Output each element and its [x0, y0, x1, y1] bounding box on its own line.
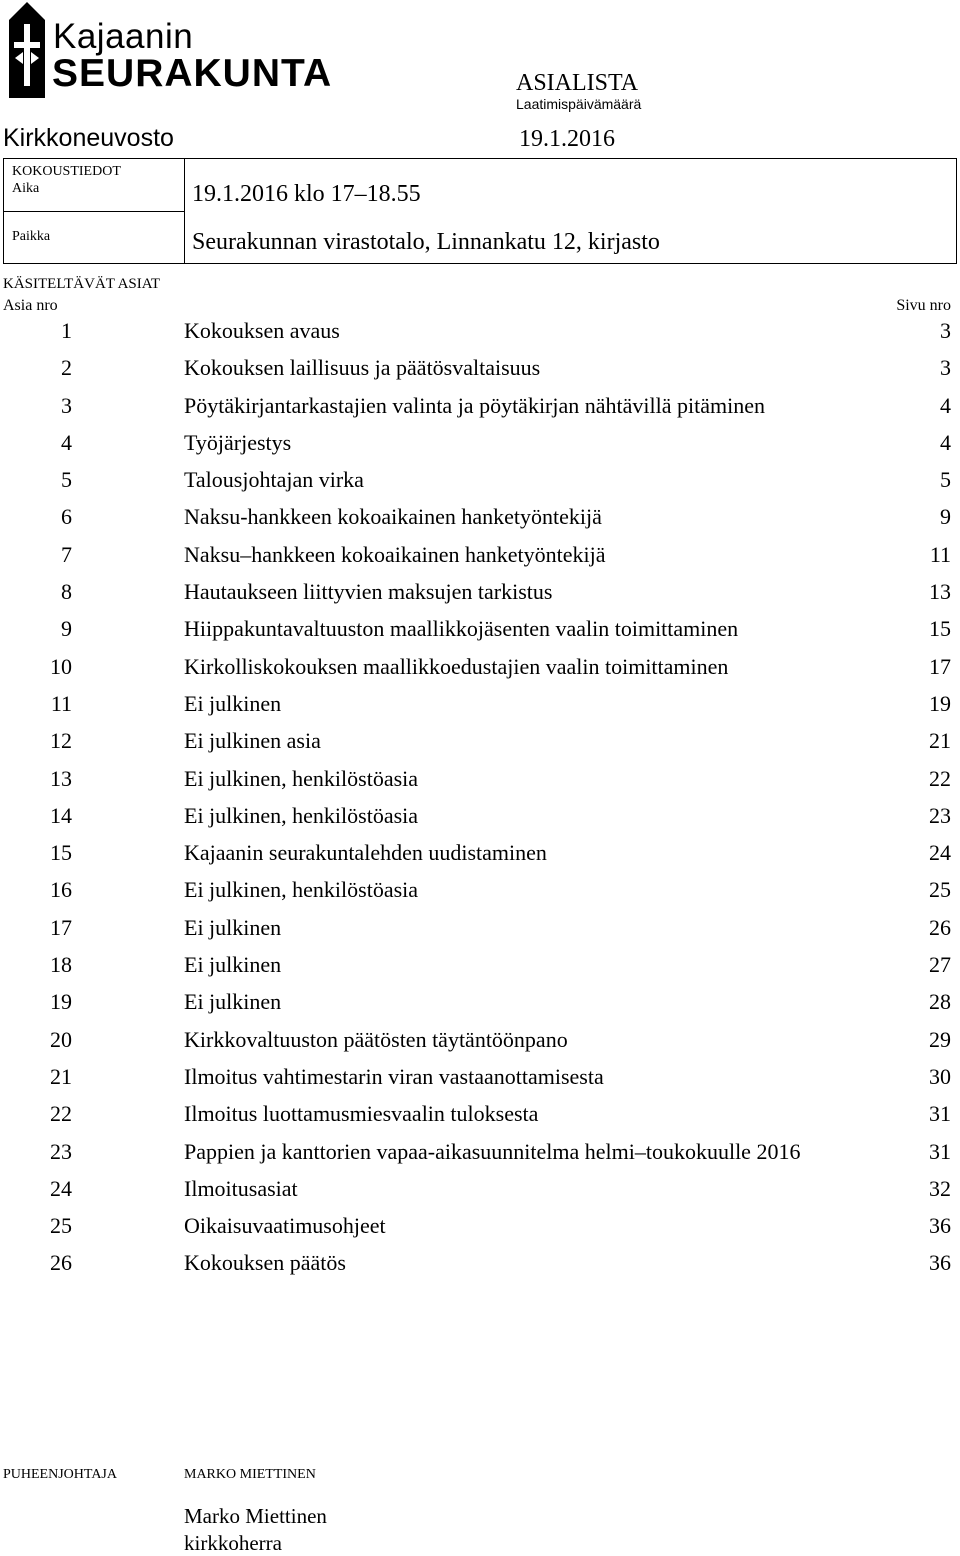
agenda-item-number: 17	[50, 914, 72, 940]
agenda-item-number: 22	[50, 1101, 72, 1127]
agenda-item-number: 25	[50, 1213, 72, 1239]
agenda-item-number: 7	[61, 541, 72, 567]
meeting-place-label: Paikka	[12, 229, 51, 244]
meeting-section-label: KOKOUSTIEDOT	[12, 164, 121, 179]
agenda-item-title: Ilmoitus luottamusmiesvaalin tuloksesta	[184, 1101, 539, 1127]
agenda-column-item: Asia nro	[3, 297, 58, 314]
agenda-item-page: 36	[929, 1213, 951, 1239]
agenda-list	[0, 312, 960, 1282]
agenda-item-number: 8	[61, 579, 72, 605]
organization-logo	[3, 2, 333, 102]
agenda-item-title: Ei julkinen	[184, 914, 282, 940]
agenda-item-number: 26	[50, 1250, 72, 1276]
agenda-item-page: 4	[940, 392, 951, 418]
agenda-item-title: Kokouksen laillisuus ja päätösvaltaisuus	[184, 355, 541, 381]
agenda-item-title: Ei julkinen asia	[184, 728, 321, 754]
agenda-item	[0, 610, 960, 647]
agenda-item-number: 13	[50, 765, 72, 791]
agenda-item-title: Kirkolliskokouksen maallikkoedustajien vaalin toimittaminen	[184, 653, 729, 679]
agenda-item-number: 3	[61, 392, 72, 418]
meeting-time-label: Aika	[12, 181, 40, 196]
agenda-item-title: Hiippakuntavaltuuston maallikkojäsenten vaalin toimittaminen	[184, 616, 739, 642]
agenda-item-number: 23	[50, 1138, 72, 1164]
logo-name: Kajaanin	[53, 17, 194, 56]
agenda-item-number: 18	[50, 952, 72, 978]
agenda-item	[0, 498, 960, 535]
agenda-item-number: 11	[50, 690, 72, 716]
agenda-item-title: Kokouksen avaus	[184, 318, 340, 343]
agenda-item-page: 26	[929, 914, 951, 940]
agenda-item-page: 25	[929, 877, 951, 903]
agenda-column-page: Sivu nro	[896, 297, 951, 314]
signature-name-caps: MARKO MIETTINEN	[184, 1467, 316, 1482]
agenda-item-number: 2	[61, 355, 72, 381]
date-label: Laatimispäivämäärä	[516, 96, 642, 112]
agenda-item-page: 36	[929, 1250, 951, 1276]
agenda-item	[0, 983, 960, 1020]
agenda-item	[0, 909, 960, 946]
signature-name: Marko Miettinen	[184, 1504, 327, 1528]
agenda-item-title: Ei julkinen	[184, 989, 282, 1015]
agenda-item-title: Ilmoitusasiat	[184, 1175, 298, 1201]
agenda-item-page: 31	[929, 1138, 951, 1164]
agenda-item	[0, 1133, 960, 1170]
logo-organization: SEURAKUNTA	[52, 52, 333, 95]
agenda-item-title: Talousjohtajan virka	[184, 467, 364, 493]
column-divider	[184, 159, 185, 263]
agenda-item-page: 23	[929, 802, 951, 828]
agenda-item-page: 3	[940, 318, 951, 343]
agenda-item-title: Hautaukseen liittyvien maksujen tarkistus	[184, 579, 553, 605]
agenda-item-page: 22	[929, 765, 951, 791]
agenda-item-page: 28	[929, 989, 951, 1015]
agenda-item	[0, 349, 960, 386]
agenda-item	[0, 1207, 960, 1244]
agenda-item-number: 21	[50, 1063, 72, 1089]
agenda-item-number: 12	[50, 728, 72, 754]
agenda-item-title: Työjärjestys	[184, 429, 292, 455]
agenda-item	[0, 834, 960, 871]
agenda-item	[0, 760, 960, 797]
agenda-item-title: Oikaisuvaatimusohjeet	[184, 1213, 386, 1239]
agenda-item	[0, 1058, 960, 1095]
agenda-item	[0, 387, 960, 424]
meeting-info-box	[3, 158, 957, 264]
agenda-item-page: 27	[929, 952, 951, 978]
agenda-item-page: 30	[929, 1063, 951, 1089]
agenda-item-page: 17	[929, 653, 951, 679]
agenda-item-page: 29	[929, 1026, 951, 1052]
signature-title: kirkkoherra	[184, 1531, 282, 1555]
agenda-item-title: Ei julkinen, henkilöstöasia	[184, 765, 419, 791]
agenda-item-number: 10	[50, 653, 72, 679]
agenda-item-number: 9	[61, 616, 72, 642]
agenda-item-page: 19	[929, 690, 951, 716]
agenda-item-title: Naksu–hankkeen kokoaikainen hanketyöntekijä	[184, 541, 606, 567]
document-date: 19.1.2016	[519, 126, 615, 152]
agenda-item	[0, 536, 960, 573]
body-name: Kirkkoneuvosto	[3, 124, 174, 152]
agenda-item	[0, 871, 960, 908]
agenda-item	[0, 1244, 960, 1281]
agenda-item	[0, 573, 960, 610]
agenda-item-number: 24	[50, 1175, 72, 1201]
agenda-item	[0, 685, 960, 722]
document-type: ASIALISTA	[516, 70, 639, 96]
agenda-item	[0, 461, 960, 498]
agenda-item-number: 14	[50, 802, 72, 828]
agenda-section-label: KÄSITELTÄVÄT ASIAT	[3, 276, 161, 292]
meeting-place: Seurakunnan virastotalo, Linnankatu 12, kirjasto	[192, 229, 660, 255]
agenda-item-page: 15	[929, 616, 951, 642]
agenda-item-title: Kajaanin seurakuntalehden uudistaminen	[184, 840, 547, 866]
agenda-item-page: 9	[940, 504, 951, 530]
agenda-item-page: 13	[929, 579, 951, 605]
agenda-item	[0, 424, 960, 461]
signature-role: PUHEENJOHTAJA	[3, 1467, 117, 1482]
agenda-item-page: 32	[929, 1175, 951, 1201]
agenda-item	[0, 1170, 960, 1207]
agenda-item-title: Kokouksen päätös	[184, 1250, 346, 1276]
meeting-time: 19.1.2016 klo 17–18.55	[192, 181, 421, 207]
agenda-item-title: Pappien ja kanttorien vapaa-aikasuunnitelma helmi–toukokuulle 2016	[184, 1138, 801, 1164]
agenda-item	[0, 312, 960, 349]
agenda-item	[0, 648, 960, 685]
agenda-item-number: 15	[50, 840, 72, 866]
cross-church-icon	[3, 2, 51, 98]
agenda-item-title: Ilmoitus vahtimestarin viran vastaanottamisesta	[184, 1063, 604, 1089]
agenda-item-title: Ei julkinen, henkilöstöasia	[184, 877, 419, 903]
agenda-item-number: 4	[61, 429, 72, 455]
agenda-item	[0, 797, 960, 834]
agenda-item-title: Ei julkinen	[184, 690, 282, 716]
agenda-item-page: 4	[940, 429, 951, 455]
agenda-item-page: 3	[940, 355, 951, 381]
agenda-item	[0, 1095, 960, 1132]
agenda-item-title: Naksu-hankkeen kokoaikainen hanketyöntekijä	[184, 504, 602, 530]
agenda-item-page: 31	[929, 1101, 951, 1127]
agenda-item	[0, 1021, 960, 1058]
agenda-item-title: Ei julkinen, henkilöstöasia	[184, 802, 419, 828]
agenda-item-title: Ei julkinen	[184, 952, 282, 978]
agenda-item-number: 6	[61, 504, 72, 530]
agenda-item-number: 1	[61, 318, 72, 343]
agenda-item-number: 5	[61, 467, 72, 493]
agenda-item-title: Kirkkovaltuuston päätösten täytäntöönpano	[184, 1026, 568, 1052]
agenda-item-number: 16	[50, 877, 72, 903]
agenda-item-page: 5	[940, 467, 951, 493]
agenda-item-page: 21	[929, 728, 951, 754]
agenda-item-title: Pöytäkirjantarkastajien valinta ja pöytäkirjan nähtävillä pitäminen	[184, 392, 765, 418]
agenda-item-number: 19	[50, 989, 72, 1015]
agenda-item	[0, 946, 960, 983]
agenda-item	[0, 722, 960, 759]
agenda-item-page: 11	[929, 541, 951, 567]
agenda-item-page: 24	[929, 840, 951, 866]
agenda-item-number: 20	[50, 1026, 72, 1052]
row-divider	[4, 211, 184, 212]
